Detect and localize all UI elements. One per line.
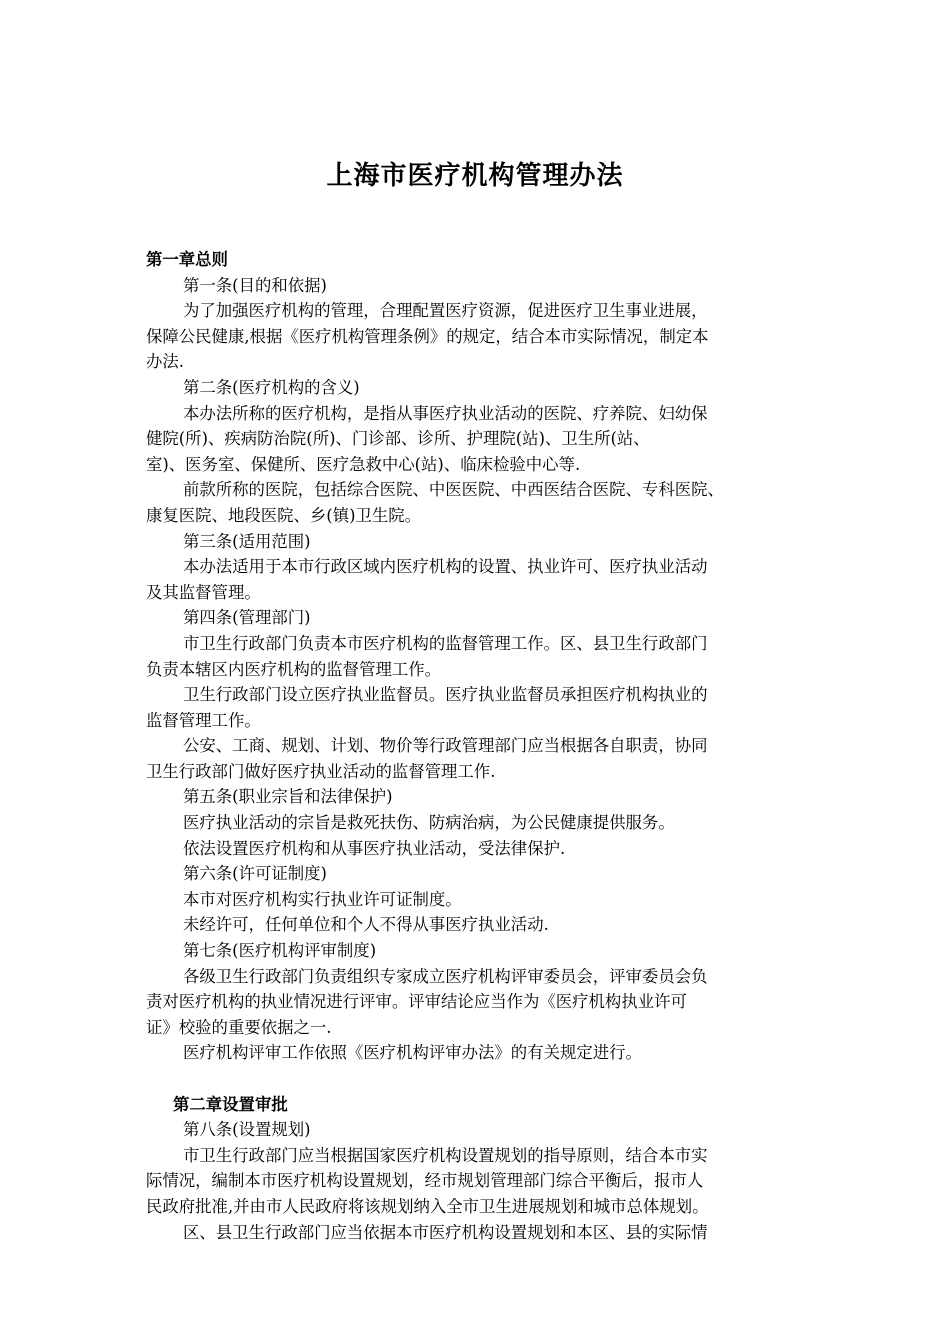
article-title: 第五条(职业宗旨和法律保护) xyxy=(183,787,393,807)
article-title: 第八条(设置规划) xyxy=(183,1120,311,1140)
paragraph-line: 本市对医疗机构实行执业许可证制度。 xyxy=(183,889,462,909)
paragraph-line: 民政府批准,并由市人民政府将该规划纳入全市卫生进展规划和城市总体规划。 xyxy=(146,1196,709,1216)
paragraph-line: 康复医院、地段医院、乡(镇)卫生院。 xyxy=(146,505,422,525)
chapter-heading: 第二章设置审批 xyxy=(173,1094,288,1114)
paragraph-line: 未经许可，任何单位和个人不得从事医疗执业活动. xyxy=(183,915,549,935)
paragraph-line: 际情况，编制本市医疗机构设置规划，经市规划管理部门综合平衡后，报市人 xyxy=(146,1171,704,1191)
paragraph-line: 卫生行政部门做好医疗执业活动的监督管理工作. xyxy=(146,761,496,781)
paragraph-line: 保障公民健康,根据《医疗机构管理条例》的规定，结合本市实际情况，制定本 xyxy=(146,326,709,346)
paragraph-line: 为了加强医疗机构的管理，合理配置医疗资源，促进医疗卫生事业进展， xyxy=(183,301,708,321)
paragraph-line: 医疗机构评审工作依照《医疗机构评审办法》的有关规定进行。 xyxy=(183,1043,642,1063)
paragraph-line: 健院(所)、疾病防治院(所)、门诊部、诊所、护理院(站)、卫生所(站、 xyxy=(146,429,650,449)
paragraph-line: 本办法适用于本市行政区域内医疗机构的设置、执业许可、医疗执业活动 xyxy=(183,557,708,577)
chapter-heading: 第一章总则 xyxy=(146,250,228,269)
paragraph-line: 负责本辖区内医疗机构的监督管理工作。 xyxy=(146,659,442,679)
article-title: 第七条(医疗机构评审制度) xyxy=(183,941,377,961)
paragraph-line: 区、县卫生行政部门应当依据本市医疗机构设置规划和本区、县的实际情 xyxy=(183,1222,708,1242)
paragraph-line: 市卫生行政部门应当根据国家医疗机构设置规划的指导原则，结合本市实 xyxy=(183,1145,708,1165)
article-title: 第三条(适用范围) xyxy=(183,531,311,551)
paragraph-line: 各级卫生行政部门负责组织专家成立医疗机构评审委员会，评审委员会负 xyxy=(183,966,708,986)
paragraph-line: 办法. xyxy=(146,352,184,372)
paragraph-line: 前款所称的医院，包括综合医院、中医医院、中西医结合医院、专科医院、 xyxy=(183,480,724,500)
paragraph-line: 责对医疗机构的执业情况进行评审。评审结论应当作为《医疗机构执业许可 xyxy=(146,992,687,1012)
paragraph-line: 市卫生行政部门负责本市医疗机构的监督管理工作。区、县卫生行政部门 xyxy=(183,633,708,653)
paragraph-line: 依法设置医疗机构和从事医疗执业活动，受法律保护. xyxy=(183,838,566,858)
paragraph-line: 监督管理工作。 xyxy=(146,710,261,730)
document-title: 上海市医疗机构管理办法 xyxy=(326,161,624,191)
section-spacer xyxy=(146,1066,810,1092)
document-body xyxy=(146,247,810,1245)
paragraph-line: 室)、医务室、保健所、医疗急救中心(站)、临床检验中心等. xyxy=(146,454,581,474)
article-title: 第六条(许可证制度) xyxy=(183,864,327,884)
article-title: 第四条(管理部门) xyxy=(183,608,311,628)
paragraph-line: 证》校验的重要依据之一. xyxy=(146,1017,332,1037)
paragraph-line: 卫生行政部门设立医疗执业监督员。医疗执业监督员承担医疗机构执业的 xyxy=(183,685,708,705)
paragraph-line: 医疗执业活动的宗旨是救死扶伤、防病治病，为公民健康提供服务。 xyxy=(183,813,675,833)
article-title: 第二条(医疗机构的含义) xyxy=(183,377,360,397)
paragraph-line: 公安、工商、规划、计划、物价等行政管理部门应当根据各自职责，协同 xyxy=(183,736,708,756)
article-title: 第一条(目的和依据) xyxy=(183,275,327,295)
paragraph-line: 及其监督管理。 xyxy=(146,582,261,602)
paragraph-line: 本办法所称的医疗机构，是指从事医疗执业活动的医院、疗养院、妇幼保 xyxy=(183,403,708,423)
